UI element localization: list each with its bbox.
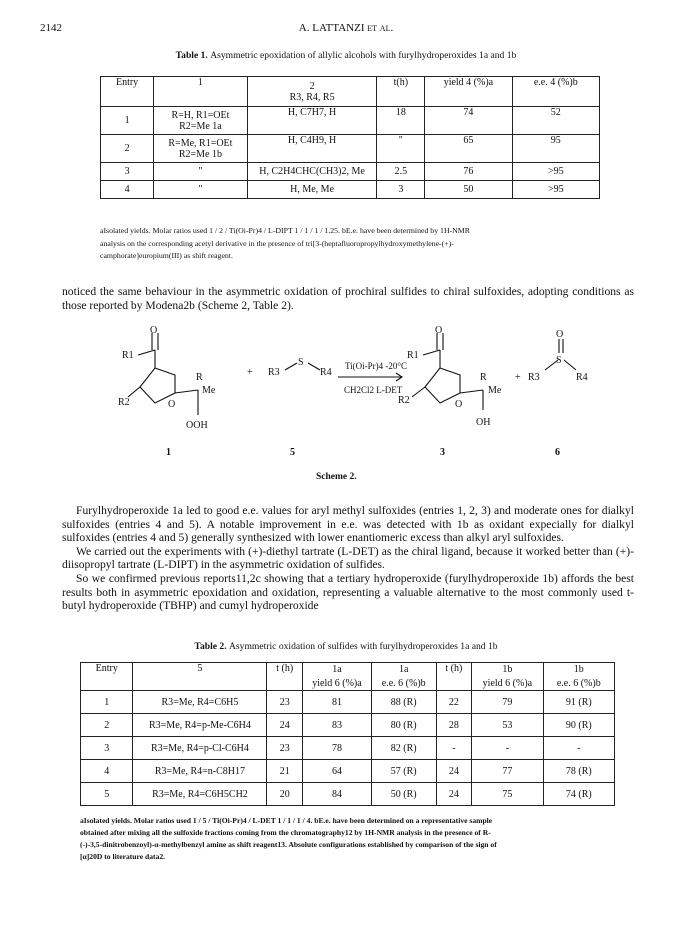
atom-label: O	[556, 329, 564, 340]
table-cell: R3=Me, R4=n-C8H17	[133, 760, 267, 783]
table1	[100, 76, 600, 199]
table-cell: 23	[267, 691, 303, 714]
atom-label: R2	[118, 397, 130, 408]
table-cell: -	[436, 737, 472, 760]
atom-label: O	[435, 325, 443, 336]
table2-header-1b: 1b	[472, 663, 543, 677]
reagents-top: Ti(Oi-Pr)4 -20°C	[345, 361, 408, 371]
footnote-line: camphorate]europium(III) as shift reagent.	[100, 251, 233, 260]
table-cell: R3=Me, R4=C6H5	[133, 691, 267, 714]
atom-label: OOH	[186, 420, 208, 431]
table-cell: 20	[267, 783, 303, 806]
table-cell: 78 (R)	[543, 760, 614, 783]
table2-header-yield-1a: yield 6 (%)a	[303, 677, 372, 691]
atom-label: Me	[488, 385, 502, 396]
table-cell: H, C7H7, H	[247, 107, 377, 135]
reagents-bottom: CH2Cl2 L-DET	[344, 385, 403, 395]
table-cell: 21	[267, 760, 303, 783]
furan-ring-product	[425, 368, 460, 403]
table-cell: 3	[101, 163, 154, 181]
table-cell: 2	[81, 714, 133, 737]
atom-label: R	[480, 372, 487, 383]
atom-label: R1	[122, 350, 134, 361]
table1-header-2-label: 2	[309, 80, 315, 92]
table-row	[81, 691, 615, 714]
compound-label-1: 1	[166, 447, 171, 458]
table-cell: 50 (R)	[371, 783, 436, 806]
cell-line: R2=Me 1a	[179, 120, 222, 132]
table-cell: 95	[512, 135, 599, 163]
table1-header-row	[101, 77, 600, 107]
table-cell: 74 (R)	[543, 783, 614, 806]
table-cell: >95	[512, 163, 599, 181]
table-cell: 65	[425, 135, 512, 163]
table-cell: -	[543, 737, 614, 760]
table-cell: "	[377, 135, 425, 163]
running-head: A. LATTANZI et al.	[298, 22, 394, 34]
footnote-line: aIsolated yields. Molar ratios used 1 / 2 / Ti(Oi-Pr)4 / L-DIPT 1 / 1 / 1 / 1.25. bE.e. have been determined by 1H-NMR	[100, 226, 470, 235]
table-cell: "	[154, 163, 248, 181]
table-cell: 90 (R)	[543, 714, 614, 737]
cell-line: R=H, R1=OEt	[171, 109, 230, 121]
table-cell: 82 (R)	[371, 737, 436, 760]
table1-header-ee: e.e. 4 (%)b	[512, 77, 599, 107]
atom-label: R	[196, 372, 203, 383]
furan-ring-reactant	[140, 368, 175, 403]
table-cell: R3=Me, R4=C6H5CH2	[133, 783, 267, 806]
bond	[564, 360, 576, 370]
table-cell	[154, 135, 248, 163]
table-cell: 53	[472, 714, 543, 737]
cell-line: R=Me, R1=OEt	[168, 137, 233, 149]
table-cell: 22	[436, 691, 472, 714]
atom-label: R3	[528, 372, 540, 383]
scheme-caption: Scheme 2.	[316, 472, 357, 482]
table-cell: H, C4H9, H	[247, 135, 377, 163]
table1-caption-label: Table 1.	[175, 50, 208, 61]
footnote-line: [α]20D to literature data2.	[80, 852, 166, 861]
table1-header-r-groups: R3, R4, R5	[289, 91, 335, 103]
atom-label: O	[168, 399, 176, 410]
table-cell: 18	[377, 107, 425, 135]
table2-caption	[0, 641, 692, 652]
table1-header-entry: Entry	[101, 77, 154, 107]
table1-header-2	[247, 77, 377, 107]
atom-label: R4	[576, 372, 588, 383]
table-cell: 75	[472, 783, 543, 806]
table2-header-sulfide: 5	[133, 663, 267, 691]
paragraph: Furylhydroperoxide 1a led to good e.e. values for aryl methyl sulfoxides (entries 1, 2, 3) and moderate ones for dialkyl sulfoxides (entries 4 and 5). A notable improvement in e.e. was detected with 1b as oxidant expecially for dialkyl sulfoxides (entries 4 and 5) generally synthesized with lower enantiomeric excess than alkyl aryl sulfoxides.	[62, 504, 634, 545]
compound-label-3: 3	[440, 447, 445, 458]
table-cell: 2	[101, 135, 154, 163]
table-cell: 50	[425, 181, 512, 199]
atom-label: O	[455, 399, 463, 410]
table-row	[81, 737, 615, 760]
table1-header-time: t(h)	[377, 77, 425, 107]
table-cell: "	[154, 181, 248, 199]
paragraph: So we confirmed previous reports11,2c showing that a tertiary hydroperoxide (furylhydroperoxide 1b) affords the best results both in asymmetric epoxidation and oxidation, representing a valuable alternative to the most commonly used t-butyl hydroperoxide (TBHP) and cumyl hydroperoxide	[62, 571, 634, 613]
table1-header-1: 1	[154, 77, 248, 107]
table-cell: -	[472, 737, 543, 760]
footnote-line: (-)-3,5-dinitrobenzoyl)-α-methylbenzyl amine as shift reagent13. Absolute configurations established by comparison of the sign of	[80, 840, 497, 849]
atom-label: R3	[268, 367, 280, 378]
table-cell: 91 (R)	[543, 691, 614, 714]
table-cell: 3	[81, 737, 133, 760]
table-cell: R3=Me, R4=p-Me-C6H4	[133, 714, 267, 737]
atom-label: OH	[476, 417, 491, 428]
table-cell: >95	[512, 181, 599, 199]
table-cell: 1	[81, 691, 133, 714]
table-cell: 57 (R)	[371, 760, 436, 783]
table1-footnote	[100, 225, 610, 263]
table2-caption-text: Asymmetric oxidation of sulfides with furylhydroperoxides 1a and 1b	[229, 641, 498, 652]
table-cell: 52	[512, 107, 599, 135]
table-cell: H, C2H4CHC(CH3)2, Me	[247, 163, 377, 181]
table-row	[101, 135, 600, 163]
table2	[80, 662, 615, 806]
table-cell: 23	[267, 737, 303, 760]
table-cell: 83	[303, 714, 372, 737]
table2-header-1a: 1a	[371, 663, 436, 677]
table-cell: 80 (R)	[371, 714, 436, 737]
table-cell: 5	[81, 783, 133, 806]
table-cell: R3=Me, R4=p-Cl-C6H4	[133, 737, 267, 760]
table-cell: 4	[101, 181, 154, 199]
table-cell: 24	[436, 783, 472, 806]
table-row	[101, 107, 600, 135]
scheme-2-diagram	[100, 325, 600, 490]
table2-header-yield-1b: yield 6 (%)a	[472, 677, 543, 691]
table2-footnote	[80, 815, 625, 863]
table2-header-1b: 1b	[543, 663, 614, 677]
table1-header-yield: yield 4 (%)a	[425, 77, 512, 107]
table-cell: 76	[425, 163, 512, 181]
bond	[285, 363, 297, 370]
bond	[423, 350, 440, 355]
table2-caption-label: Table 2.	[194, 641, 227, 652]
table-row	[101, 163, 600, 181]
table-cell: 77	[472, 760, 543, 783]
table2-header-entry: Entry	[81, 663, 133, 691]
atom-label: S	[556, 355, 562, 366]
table-row	[81, 783, 615, 806]
plus-sign: +	[247, 367, 253, 378]
atom-label: O	[150, 325, 158, 336]
footnote-line: aIsolated yields. Molar ratios used 1 / 5 / Ti(Oi-Pr)4 / L-DET 1 / 1 / 1 / 4. bE.e. have been determined on a representative sample	[80, 816, 493, 825]
table-row	[101, 181, 600, 199]
table2-header-ee-1a: e.e. 6 (%)b	[371, 677, 436, 691]
table-cell: 24	[436, 760, 472, 783]
table2-header-row	[81, 663, 615, 677]
bond	[128, 387, 140, 397]
table2-header-time-1b: t (h)	[436, 663, 472, 691]
body-text	[62, 504, 634, 613]
table-cell: 81	[303, 691, 372, 714]
paragraph-intro: noticed the same behaviour in the asymmetric oxidation of prochiral sulfides to chiral sulfoxides, adopting conditions as those reported by Modena2b (Scheme 2, Table 2).	[62, 285, 634, 312]
table-cell: 79	[472, 691, 543, 714]
table2-header-1a: 1a	[303, 663, 372, 677]
table-cell: 88 (R)	[371, 691, 436, 714]
table2-header-ee-1b: e.e. 6 (%)b	[543, 677, 614, 691]
table-cell: 74	[425, 107, 512, 135]
table-cell: 2.5	[377, 163, 425, 181]
table1-caption	[0, 50, 692, 61]
table1-caption-text: Asymmetric epoxidation of allylic alcohols with furylhydroperoxides 1a and 1b	[210, 50, 517, 61]
table-cell: 3	[377, 181, 425, 199]
bond	[138, 350, 155, 355]
page-number: 2142	[40, 22, 62, 34]
atom-label: R1	[407, 350, 419, 361]
table-row	[81, 714, 615, 737]
table-cell: 1	[101, 107, 154, 135]
table-row	[81, 760, 615, 783]
table-cell: 78	[303, 737, 372, 760]
table-cell: 24	[267, 714, 303, 737]
cell-line: R2=Me 1b	[178, 148, 222, 160]
atom-label: Me	[202, 385, 216, 396]
table-cell: 84	[303, 783, 372, 806]
bond	[175, 390, 198, 393]
atom-label: R2	[398, 395, 410, 406]
footnote-line: obtained after mixing all the sulfoxide fractions coming from the chromatography12 by 1H-NMR analysis in the presence of R-	[80, 828, 491, 837]
table-cell	[154, 107, 248, 135]
table-cell: 28	[436, 714, 472, 737]
footnote-line: analysis on the corresponding acetyl derivative in the presence of tri[3-(heptafluoropropylhydroxymethylene-(+)-	[100, 238, 454, 248]
atom-label: R4	[320, 367, 332, 378]
paragraph: We carried out the experiments with (+)-diethyl tartrate (L-DET) as the chiral ligand, because it worked better than (+)-diisopropyl tartrate (L-DIPT) in the asymmetric oxidation of sulfides.	[62, 544, 634, 572]
table-cell: 4	[81, 760, 133, 783]
bond	[308, 363, 320, 370]
bond	[412, 387, 425, 397]
table2-header-time-1a: t (h)	[267, 663, 303, 691]
compound-label-6: 6	[555, 447, 560, 458]
atom-label: S	[298, 357, 304, 368]
plus-sign: +	[515, 372, 521, 383]
table-cell: 64	[303, 760, 372, 783]
bond	[460, 390, 483, 393]
table-cell: H, Me, Me	[247, 181, 377, 199]
compound-label-5: 5	[290, 447, 295, 458]
